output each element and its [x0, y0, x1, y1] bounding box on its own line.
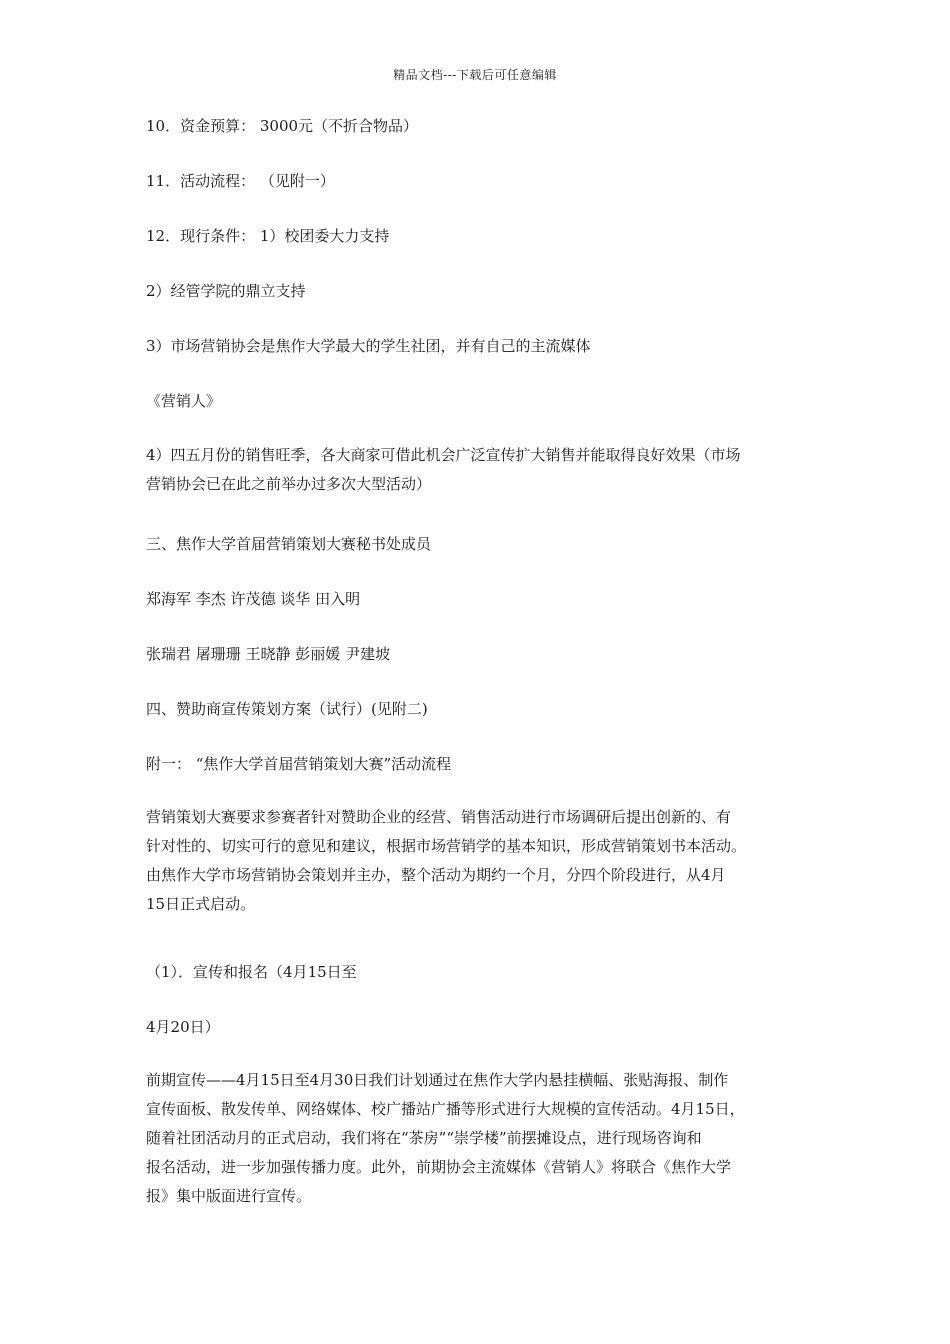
condition-3-continued: 《营销人》: [146, 392, 222, 410]
promotion-paragraph: 前期宣传——4月15日至4月30日我们计划通过在焦作大学内悬挂横幅、张贴海报、制作 宣传面板、散发传单、网络媒体、校广播站广播等形式进行大规模的宣传活动。4月15日， 随着社团活动月的正式启动，我们将在“茶房”“崇学楼”前摆摊设点，进行现场咨询和 报名活动，进一步加强传播力度。此外，前期协会主流媒体《营销人》将联合《焦作大学 报》集中版面进行宣传。: [146, 1071, 745, 1205]
stage-1-heading-continued: 4月20日）: [146, 1018, 220, 1036]
section-3-heading: 三、焦作大学首届营销策划大赛秘书处成员: [146, 535, 432, 553]
process-line: 11．活动流程： （见附一）: [146, 172, 335, 190]
condition-3: 3）市场营销协会是焦作大学最大的学生社团，并有自己的主流媒体: [146, 337, 591, 355]
members-row-1: 郑海军 李杰 许茂德 谈华 田入明: [146, 590, 361, 608]
condition-2: 2）经管学院的鼎立支持: [146, 282, 306, 300]
members-row-2: 张瑞君 屠珊珊 王晓静 彭丽媛 尹建坡: [146, 645, 391, 663]
intro-paragraph: 营销策划大赛要求参赛者针对赞助企业的经营、销售活动进行市场调研后提出创新的、有 针对性的、切实可行的意见和建议，根据市场营销学的基本知识，形成营销策划书本活动。 由焦作大学市场营销协会策划并主办，整个活动为期约一个月，分四个阶段进行，从4月 15日正式启动。: [146, 808, 747, 913]
appendix-1-heading: 附一： “焦作大学首届营销策划大赛”活动流程: [146, 755, 452, 773]
section-4-heading: 四、赞助商宣传策划方案（试行）(见附二): [146, 700, 428, 718]
budget-line: 10．资金预算： 3000元（不折合物品）: [146, 117, 419, 135]
stage-1-heading: （1）．宣传和报名（4月15日至: [146, 963, 357, 981]
conditions-line: 12．现行条件： 1）校团委大力支持: [146, 227, 390, 245]
page-header: 精品文档---下载后可任意编辑: [393, 68, 557, 82]
condition-4: 4）四五月份的销售旺季，各大商家可借此机会广泛宣传扩大销售并能取得良好效果（市场 营销协会已在此之前举办过多次大型活动）: [146, 446, 741, 493]
